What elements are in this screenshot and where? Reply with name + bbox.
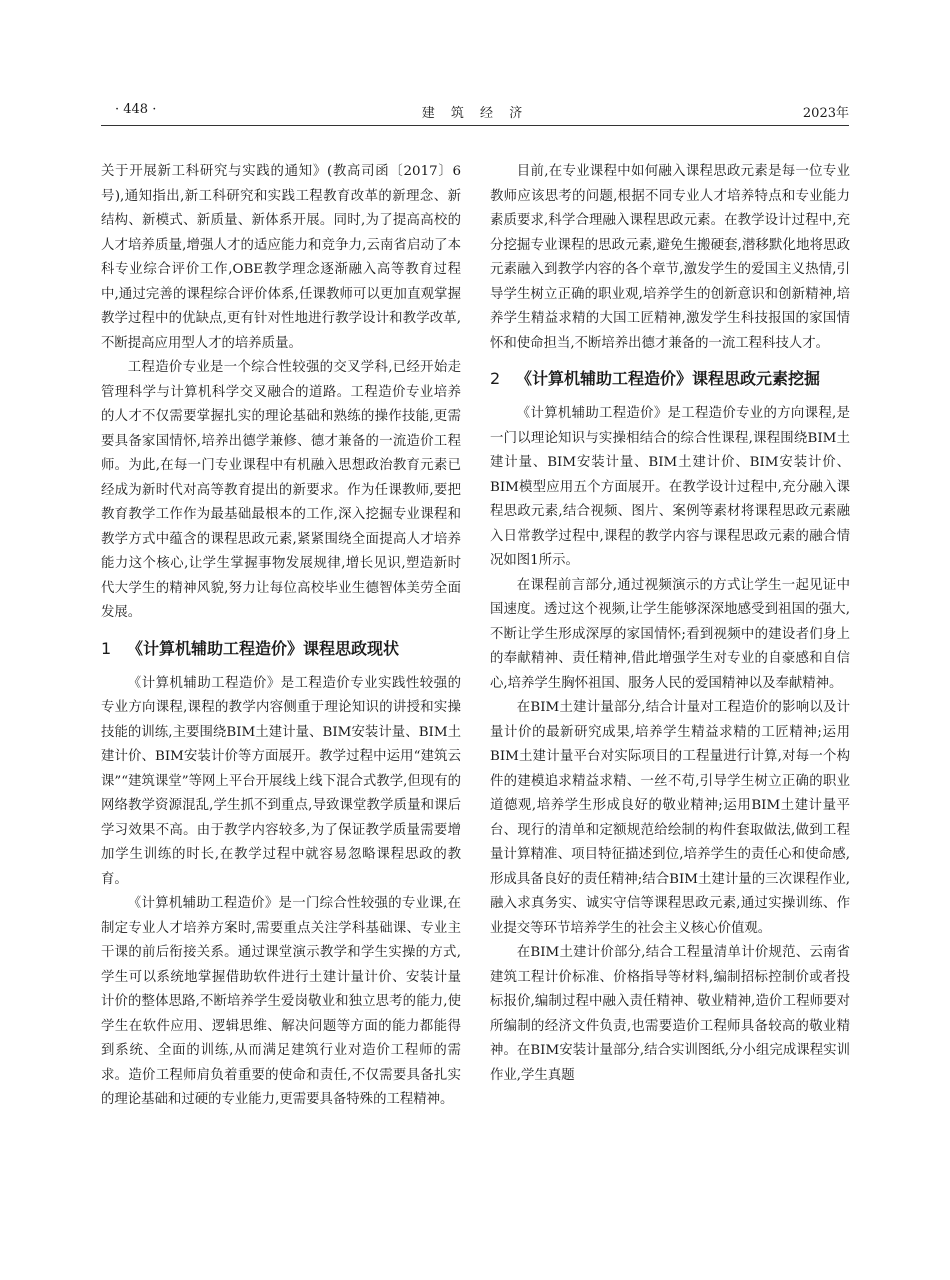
section-2-heading bbox=[490, 366, 850, 392]
header-rule bbox=[101, 125, 849, 126]
section-1-number: 1 bbox=[101, 638, 112, 658]
right-column bbox=[490, 160, 850, 1088]
right-paragraph-1: 目前,在专业课程中如何融入课程思政元素是每一位专业教师应该思考的问题,根据不同专业人才培养特点和专业能力素质要求,科学合理融入课程思政元素。在教学设计过程中,充分挖掘专业课程的思政元素,避免生搬硬套,潜移默化地将思政元素融入到教学内容的各个章节,激发学生的爱国主义热情,引导学生树立正确的职业观,培养学生的创新意识和创新精神,培养学生精益求精的大国工匠精神,激发学生科技报国的家国情怀和使命担当,不断培养出德才兼备的一流工程科技人才。 bbox=[490, 164, 850, 351]
left-paragraph-1: 关于开展新工科研究与实践的通知》(教高司函〔2017〕6号),通知指出,新工科研究和实践工程教育改革的新理念、新结构、新模式、新质量、新体系开展。同时,为了提高高校的人才培养质量,增强人才的适应能力和竞争力,云南省启动了本科专业综合评价工作,OBE教学理念逐渐融入高等教育过程中,通过完善的课程综合评价体系,任课教师可以更加直观掌握教学过程中的优缺点,更有针对性地进行教学设计和教学改革,不断提高应用型人才的培养质量。 bbox=[101, 164, 461, 351]
section-2-title: 《计算机辅助工程造价》课程思政元素挖掘 bbox=[516, 369, 821, 388]
left-column bbox=[101, 160, 461, 1113]
left-paragraph-2: 工程造价专业是一个综合性较强的交叉学科,已经开始走管理科学与计算机科学交叉融合的道路。工程造价专业培养的人才不仅需要掌握扎实的理论基础和熟练的操作技能,更需要具备家国情怀,培养出德学兼修、德才兼备的一流造价工程师。为此,在每一门专业课程中有机融入思想政治教育元素已经成为新时代对高等教育提出的新要求。作为任课教师,要把教育教学工作作为最基础最根本的工作,深入挖掘专业课程和教学方式中蕴含的课程思政元素,紧紧围绕全面提高人才培养能力这个核心,让学生掌握事物发展规律,增长见识,塑造新时代大学生的精神风貌,努力让每位高校毕业生德智体美劳全面发展。 bbox=[101, 360, 461, 620]
left-paragraph-4: 《计算机辅助工程造价》是一门综合性较强的专业课,在制定专业人才培养方案时,需要重点关注学科基础课、专业主干课的前后衔接关系。通过课堂演示教学和学生实操的方式,学生可以系统地掌握借助软件进行土建计量计价、安装计量计价的整体思路,不断培养学生爱岗敬业和独立思考的能力,使学生在软件应用、逻辑思维、解决问题等方面的能力都能得到系统、全面的训练,从而满足建筑行业对造价工程师的需求。造价工程师肩负着重要的使命和责任,不仅需要具备扎实的理论基础和过硬的专业能力,更需要具备特殊的工程精神。 bbox=[101, 896, 461, 1107]
publication-year: 2023年 bbox=[802, 106, 849, 121]
right-paragraph-2: 《计算机辅助工程造价》是工程造价专业的方向课程,是一门以理论知识与实操相结合的综合性课程,课程围绕BIM土建计量、BIM安装计量、BIM土建计价、BIM安装计价、BIM模型应用五个方面展开。在教学设计过程中,充分融入课程思政元素,结合视频、图片、案例等素材将课程思政元素融入日常教学过程中,课程的教学内容与课程思政元素的融合情况如图1所示。 bbox=[490, 406, 850, 568]
section-1-title: 《计算机辅助工程造价》课程思政现状 bbox=[127, 638, 400, 658]
right-paragraph-4: 在BIM土建计量部分,结合计量对工程造价的影响以及计量计价的最新研究成果,培养学生精益求精的工匠精神;运用BIM土建计量平台对实际项目的工程量进行计算,对每一个构件的建模追求精益求精、一丝不苟,引导学生树立正确的职业道德观,培养学生形成良好的敬业精神;运用BIM土建计量平台、现行的清单和定额规范给绘制的构件套取做法,做到工程量计算精准、项目特征描述到位,培养学生的责任心和使命感,形成具备良好的责任精神;结合BIM土建计量的三次课程作业,融入求真务实、诚实守信等课程思政元素,通过实操训练、作业提交等环节培养学生的社会主义核心价值观。 bbox=[490, 700, 850, 936]
section-1-heading bbox=[101, 636, 461, 662]
page-header bbox=[101, 100, 849, 124]
right-paragraph-5: 在BIM土建计价部分,结合工程量清单计价规范、云南省建筑工程计价标准、价格指导等材料,编制招标控制价或者投标报价,编制过程中融入责任精神、敬业精神,造价工程师要对所编制的经济文件负责,也需要造价工程师具备较高的敬业精神。在BIM安装计量部分,结合实训图纸,分小组完成课程实训作业,学生真题 bbox=[490, 945, 850, 1083]
left-paragraph-3: 《计算机辅助工程造价》是工程造价专业实践性较强的专业方向课程,课程的教学内容侧重于理论知识的讲授和实操技能的训练,主要围绕BIM土建计量、BIM安装计量、BIM土建计价、BIM安装计价等方面展开。教学过程中运用“建筑云课”“建筑课堂”等网上平台开展线上线下混合式教学,但现有的网络教学资源混乱,学生抓不到重点,导致课堂教学质量和课后学习效果不高。由于教学内容较多,为了保证教学质量需要增加学生训练的时长,在教学过程中就容易忽略课程思政的教育。 bbox=[101, 675, 461, 887]
right-paragraph-3: 在课程前言部分,通过视频演示的方式让学生一起见证中国速度。透过这个视频,让学生能够深深地感受到祖国的强大,不断让学生形成深厚的家国情怀;看到视频中的建设者们身上的奉献精神、责任精神,借此增强学生对专业的自豪感和自信心,培养学生胸怀祖国、服务人民的爱国精神以及奉献精神。 bbox=[490, 577, 850, 691]
section-2-number: 2 bbox=[490, 369, 501, 388]
page-number: · 448 · bbox=[115, 102, 157, 117]
journal-name: 建 筑 经 济 bbox=[421, 106, 529, 121]
